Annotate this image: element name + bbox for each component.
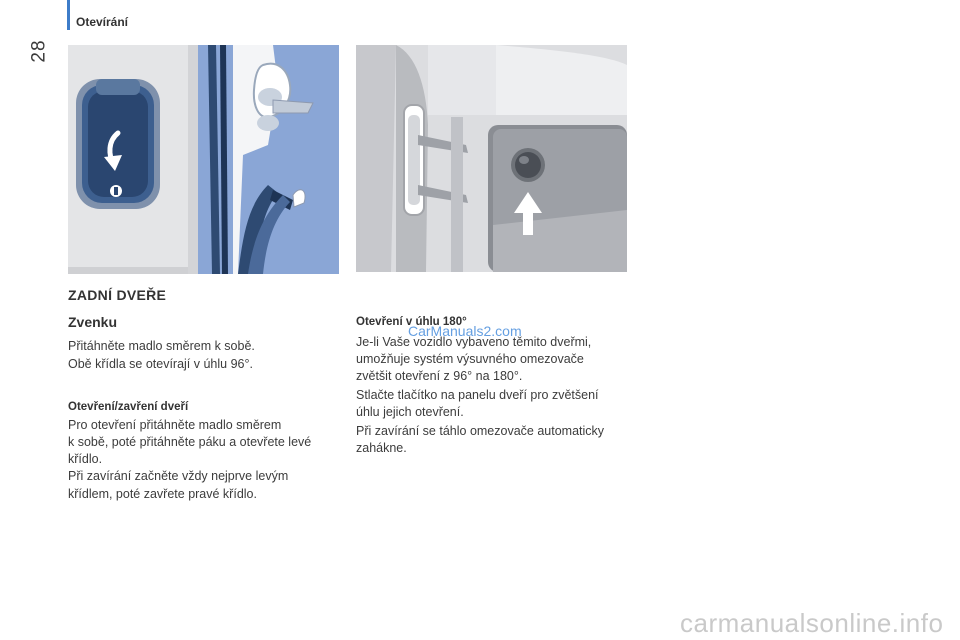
open-close-line-2: k sobě, poté přitáhněte páku a otevřete levé — [68, 435, 312, 449]
door-panel-button-icon — [356, 45, 627, 272]
angle-line-1: Je-li Vaše vozidlo vybaveno těmito dveřmi, — [356, 335, 592, 349]
closing-line-1: Při zavírání začněte vždy nejprve levým — [68, 469, 289, 483]
door-handle-icon — [68, 45, 339, 274]
heading-180-degrees: Otevření v úhlu 180° — [356, 316, 467, 328]
button-line-2: úhlu jejich otevření. — [356, 405, 464, 419]
auto-line-1: Při zavírání se táhlo omezovače automaticky — [356, 424, 605, 438]
heading-rear-doors: ZADNÍ DVEŘE — [68, 287, 167, 303]
door-handle-illustration — [68, 45, 339, 274]
angle-line-2: umožňuje systém výsuvného omezovače — [356, 352, 584, 366]
section-bar — [67, 0, 70, 30]
open-close-line-1: Pro otevření přitáhněte madlo směrem — [68, 418, 282, 432]
auto-line-2: zahákne. — [356, 441, 407, 455]
angle-line-3: zvětšit otevření z 96° na 180°. — [356, 369, 523, 383]
section-title: Otevírání — [76, 15, 129, 29]
open-close-line-3: křídlo. — [68, 452, 103, 466]
button-line-1: Stlačte tlačítko na panelu dveří pro zvětšení — [356, 388, 599, 402]
heading-from-outside: Zvenku — [68, 314, 118, 330]
intro-line-1: Přitáhněte madlo směrem k sobě. — [68, 339, 255, 353]
door-panel-button-illustration — [356, 45, 627, 272]
watermark-carmanuals2[interactable]: CarManuals2.com — [408, 323, 522, 339]
closing-line-2: křídlem, poté zavřete pravé křídlo. — [68, 487, 257, 501]
page-number: 28 — [28, 39, 50, 63]
watermark-carmanualsonline[interactable]: carmanualsonline.info — [680, 608, 944, 638]
heading-open-close: Otevření/zavření dveří — [68, 401, 189, 413]
intro-line-2: Obě křídla se otevírají v úhlu 96°. — [68, 357, 253, 371]
